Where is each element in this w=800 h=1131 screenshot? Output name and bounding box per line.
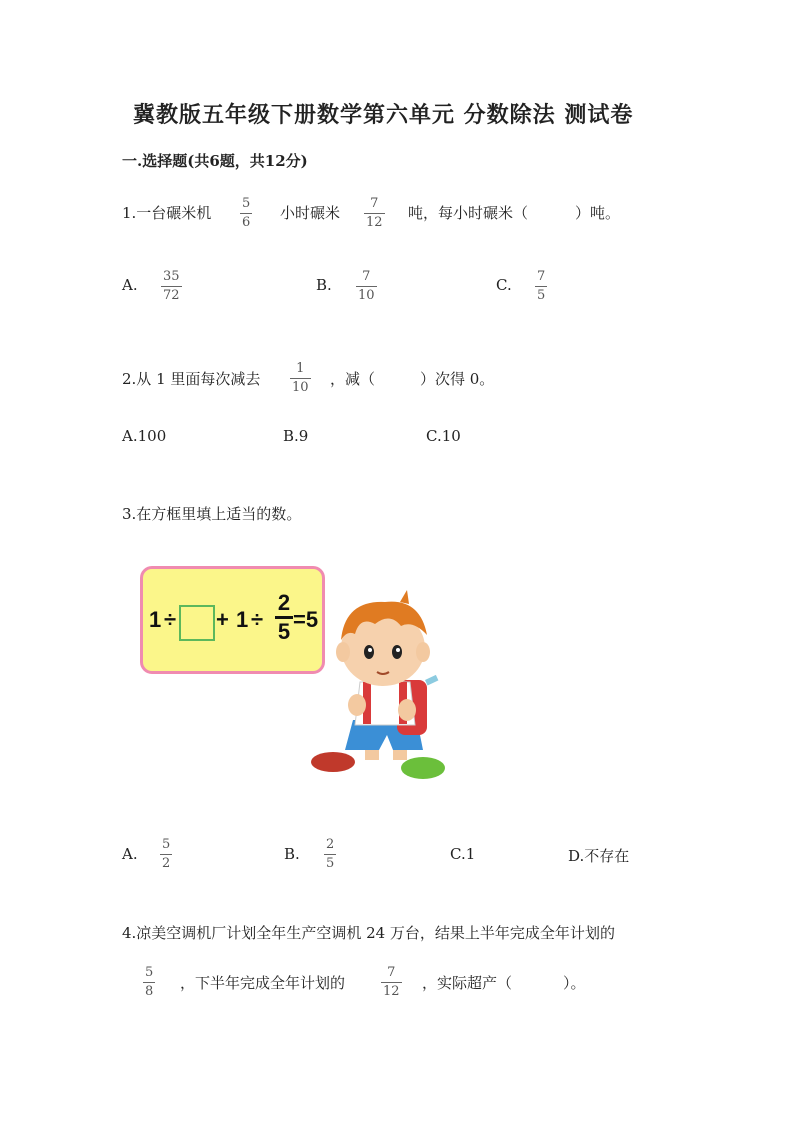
q4-fraction-1 [143,966,155,998]
numerator: 5 [145,965,154,980]
denominator: 12 [366,214,383,230]
q4-stem-part-1: ，下半年完成全年计划的 [180,974,346,992]
q2-option-b: B.9 [283,427,309,445]
q3-option-b-fraction [324,838,336,870]
denominator: 12 [383,983,400,999]
denominator: 2 [162,855,171,871]
denominator: 10 [358,287,375,303]
q2-option-c: C.10 [426,427,461,445]
answer-box[interactable] [179,605,215,641]
denominator: 8 [145,983,154,999]
equation [143,569,322,671]
equation-card [140,566,325,674]
q1-option-a-label: A. [122,276,138,294]
q1-fraction-1 [240,197,252,229]
denominator: 5 [277,619,291,644]
numerator: 2 [326,837,335,852]
q1-option-a-fraction [161,270,182,302]
numerator: 35 [163,269,180,284]
equation-plus: + [216,607,229,632]
numerator: 5 [162,837,171,852]
q1-stem-part-1: 1.一台碾米机 [122,204,212,222]
q4-stem-part-3: ）。 [563,974,586,992]
q2-stem-part-1: 2.从 1 里面每次减去 [122,370,261,388]
q2-option-a: A.100 [122,427,167,445]
equation-divide-a: ÷ [164,607,177,632]
denominator: 72 [163,287,180,303]
q3-option-d: D.不存在 [568,847,630,865]
numerator: 7 [362,269,371,284]
equation-divide-b: ÷ [251,607,264,632]
equation-one-b: 1 [236,607,249,632]
q1-stem-part-3: 吨，每小时碾米（ [408,204,529,222]
denominator: 6 [242,214,251,230]
q1-fraction-2 [364,197,385,229]
numerator: 7 [537,269,546,284]
q4-fraction-2 [381,966,402,998]
denominator: 5 [537,287,546,303]
q1-option-c-label: C. [496,276,512,294]
q1-stem-part-4: ）吨。 [575,204,621,222]
q3-option-a-label: A. [122,845,138,863]
denominator: 5 [326,855,335,871]
numerator: 5 [242,196,251,211]
numerator: 7 [387,965,396,980]
q4-stem-part-2: ，实际超产（ [422,974,513,992]
q1-stem-part-2: 小时碾米 [280,204,341,222]
section-heading: 一.选择题(共6题，共12分) [122,152,308,170]
q3-stem: 3.在方框里填上适当的数。 [122,505,302,523]
numerator: 1 [296,361,305,376]
equation-result: =5 [293,607,319,632]
equation-fraction [275,592,293,643]
q2-stem-part-3: ）次得 0。 [420,370,495,388]
q3-option-b-label: B. [284,845,300,863]
numerator: 7 [370,196,379,211]
q4-stem-line-1: 4.凉美空调机厂计划全年生产空调机 24 万台，结果上半年完成全年计划的 [122,924,615,942]
q1-option-b-fraction [356,270,377,302]
q1-option-b-label: B. [316,276,332,294]
q3-option-c: C.1 [450,845,476,863]
q3-option-a-fraction [160,838,172,870]
q1-option-c-fraction [535,270,547,302]
q2-fraction-1 [290,362,311,394]
page-title: 冀教版五年级下册数学第六单元 分数除法 测试卷 [133,102,634,128]
equation-one-a: 1 [149,607,162,632]
numerator: 2 [277,590,291,615]
cartoon-boy-illustration [305,590,455,790]
denominator: 10 [292,379,309,395]
q2-stem-part-2: ，减（ [330,370,376,388]
